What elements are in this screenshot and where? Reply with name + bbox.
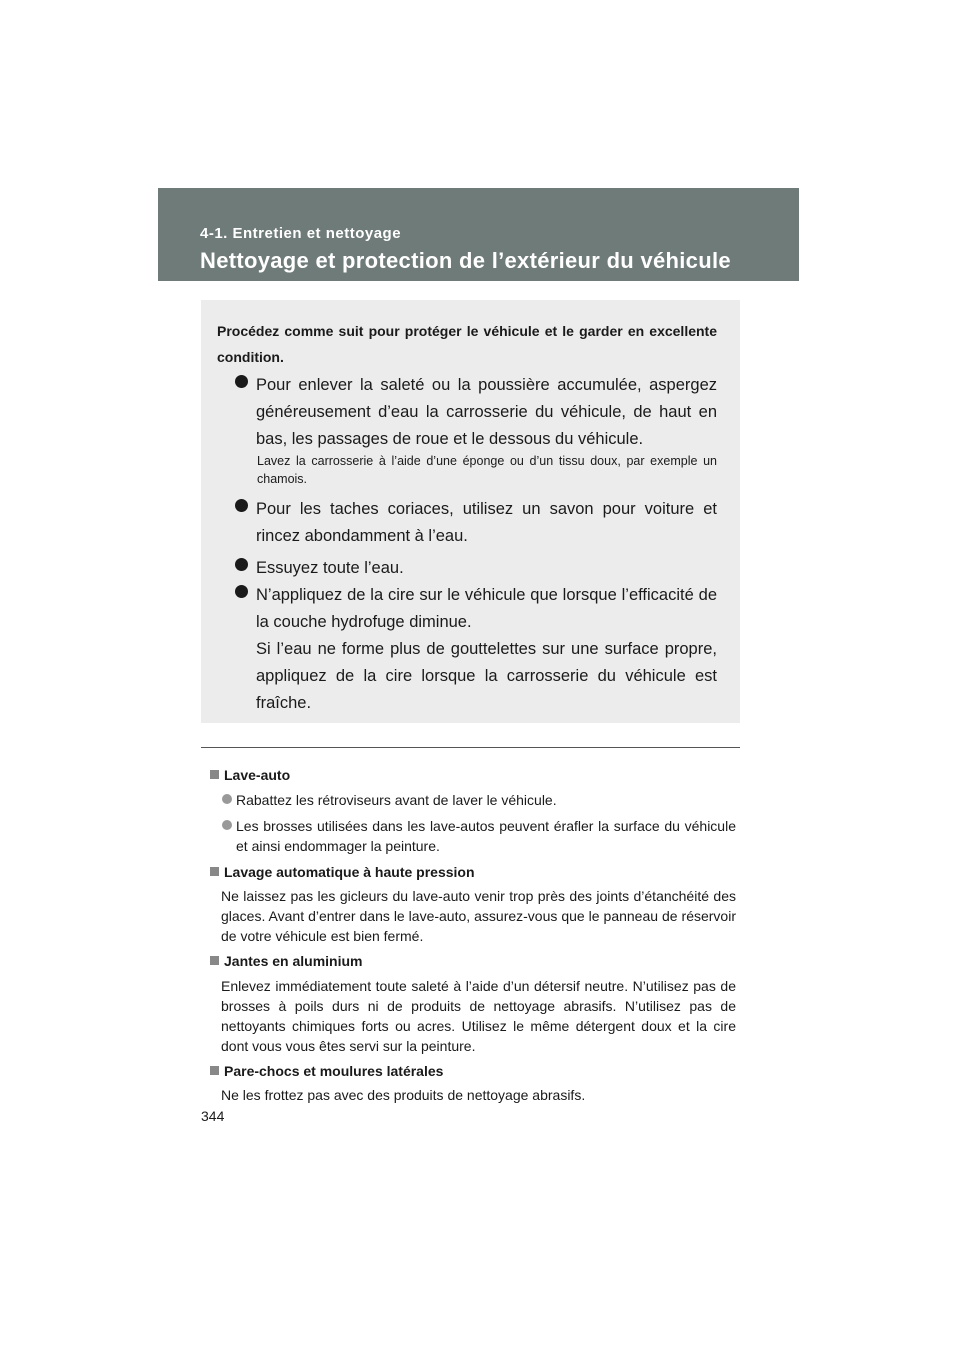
square-bullet-icon xyxy=(210,867,219,876)
intro-bullet-text: Pour les taches coriaces, utilisez un savon pour voiture et rincez abondamment à l’eau. xyxy=(256,500,717,545)
note-title-lave-auto: Lave-auto xyxy=(210,765,290,785)
intro-bullet xyxy=(235,372,717,453)
page-title: Nettoyage et protection de l’extérieur du véhicule xyxy=(200,248,731,273)
intro-bullet xyxy=(235,496,717,550)
square-bullet-icon xyxy=(210,956,219,965)
section-header xyxy=(158,188,799,281)
section-divider xyxy=(201,747,740,748)
note-bullet-text: Rabattez les rétroviseurs avant de laver le véhicule. xyxy=(236,792,557,808)
note-title-pare-chocs: Pare-chocs et moulures latérales xyxy=(210,1061,443,1081)
section-label: 4-1. Entretien et nettoyage xyxy=(200,225,402,242)
bullet-dot-icon xyxy=(222,820,232,830)
bullet-dot-icon xyxy=(235,499,248,512)
intro-subparagraph: Si l’eau ne forme plus de gouttelettes sur une surface propre, appliquez de la cire lorsque la carrosserie du véhicule est fraîche. xyxy=(256,640,717,712)
intro-bullet-text: Essuyez toute l’eau. xyxy=(256,559,404,577)
intro-bullet xyxy=(235,555,717,582)
note-bullet-text: Les brosses utilisées dans les lave-autos peuvent érafler la surface du véhicule et ainsi endommager la peinture. xyxy=(236,818,736,854)
intro-lead: Procédez comme suit pour protéger le véhicule et le garder en excellente condition. xyxy=(217,323,717,365)
intro-bullet-text: N’appliquez de la cire sur le véhicule que lorsque l’efficacité de la couche hydrofuge diminue. xyxy=(256,586,717,631)
square-bullet-icon xyxy=(210,770,219,779)
note-bullet xyxy=(222,790,736,810)
note-title-jantes: Jantes en aluminium xyxy=(210,951,362,971)
intro-bullet-text: Pour enlever la saleté ou la poussière accumulée, aspergez généreusement d’eau la carrosserie du véhicule, de haut en bas, les passages de roue et le dessous du véhicule. xyxy=(256,376,717,448)
intro-box xyxy=(201,300,740,723)
square-bullet-icon xyxy=(210,1066,219,1075)
page-number: 344 xyxy=(201,1108,225,1124)
note-title-haute-pression: Lavage automatique à haute pression xyxy=(210,862,475,882)
bullet-dot-icon xyxy=(235,558,248,571)
intro-bullet xyxy=(235,582,717,636)
note-body-haute-pression: Ne laissez pas les gicleurs du lave-auto venir trop près des joints d’étanchéité des glaces. Avant d’entrer dans le lave-auto, assurez-vous que le panneau de réservoir de votre véhicule est bien fermé. xyxy=(221,888,736,944)
note-body-jantes: Enlevez immédiatement toute saleté à l’aide d’un détersif neutre. N’utilisez pas de brosses à poils durs ni de produits de nettoyage abrasifs. N’utilisez pas de nettoyants chimiques forts ou acres. Utilisez le même détergent doux et la cire dont vous vous êtes servi sur la peinture. xyxy=(221,978,736,1054)
bullet-dot-icon xyxy=(235,375,248,388)
bullet-dot-icon xyxy=(235,585,248,598)
bullet-dot-icon xyxy=(222,794,232,804)
note-bullet xyxy=(222,816,736,856)
note-body-pare-chocs: Ne les frottez pas avec des produits de nettoyage abrasifs. xyxy=(221,1087,586,1103)
intro-subnote: Lavez la carrosserie à l’aide d’une éponge ou d’un tissu doux, par exemple un chamois. xyxy=(257,454,717,486)
